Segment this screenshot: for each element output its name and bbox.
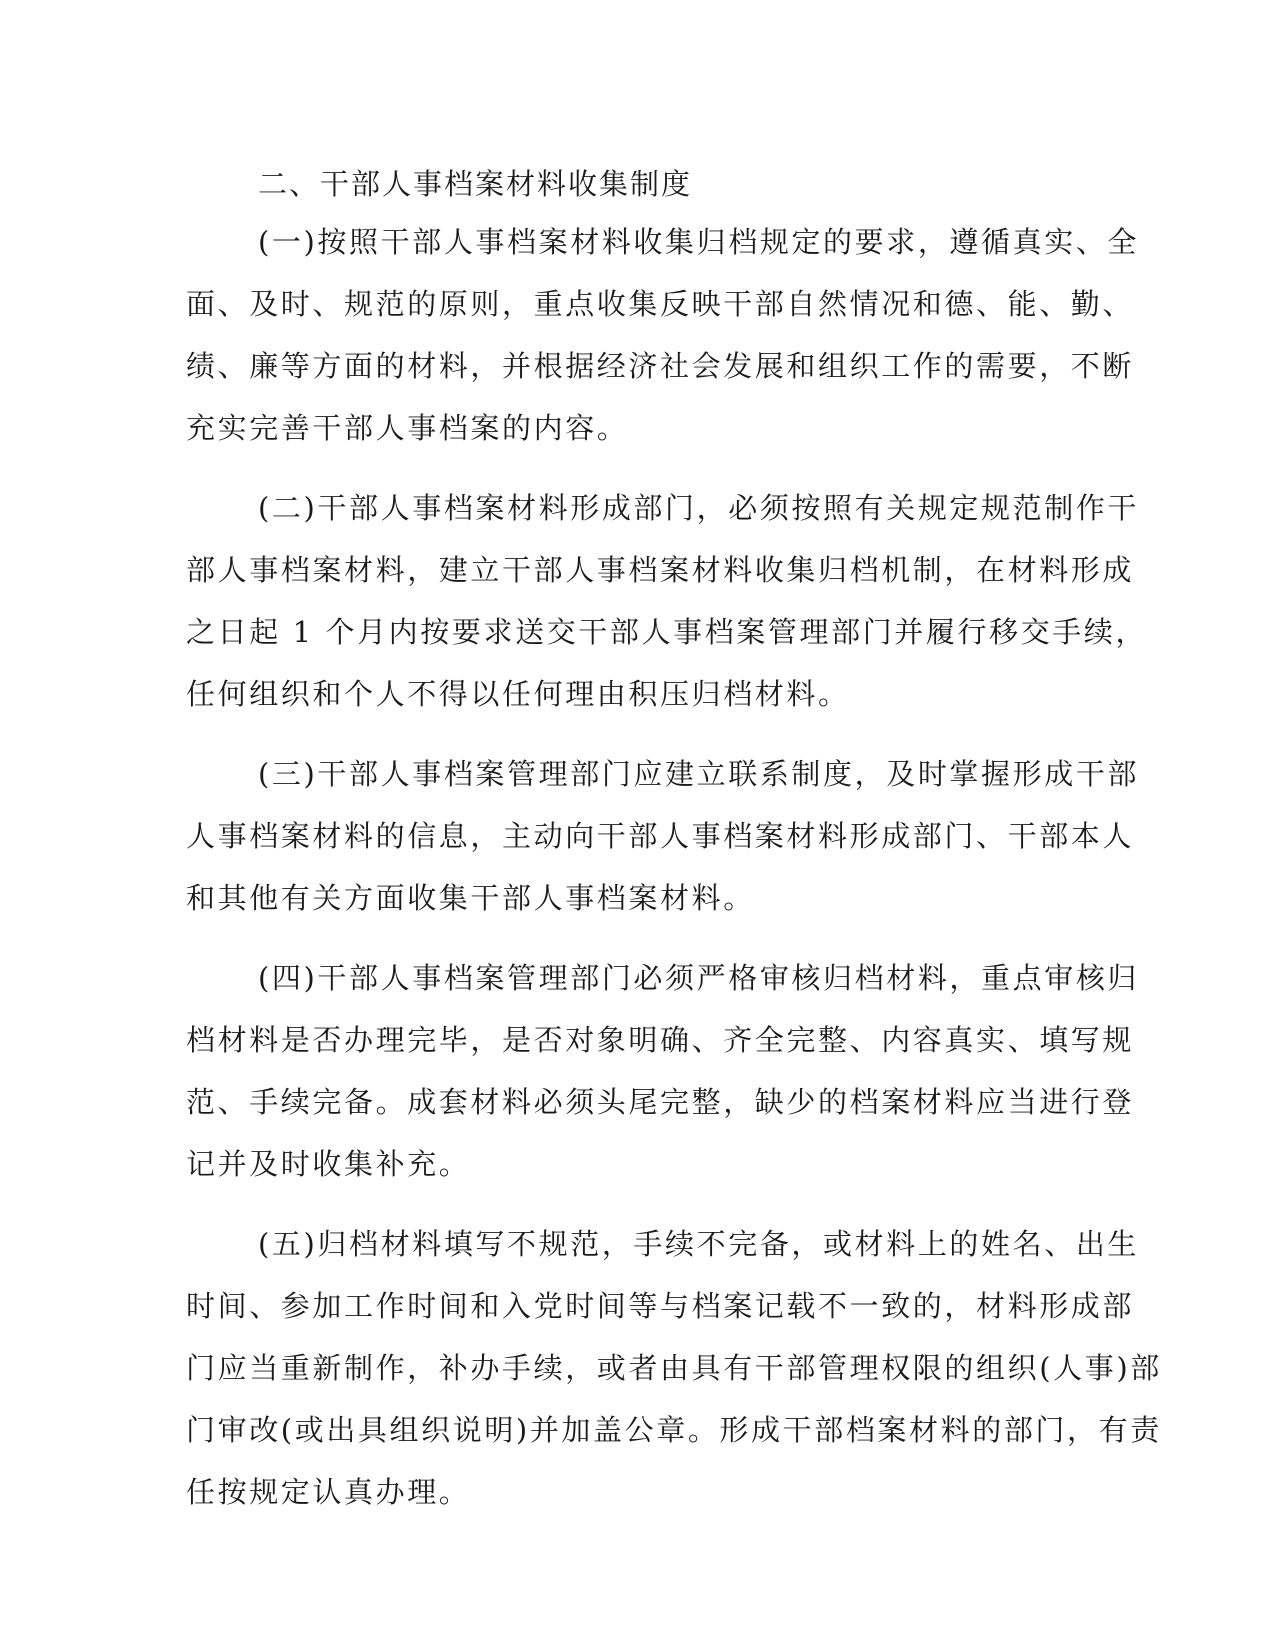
paragraph-line: (五)归档材料填写不规范，手续不完备，或材料上的姓名、出生 [258, 1227, 1140, 1261]
paragraph-3 [186, 754, 1140, 940]
paragraph-5 [186, 1224, 1162, 1534]
paragraph-line: (三)干部人事档案管理部门应建立联系制度，及时掌握形成干部 [258, 757, 1140, 791]
document-body [186, 164, 1162, 1534]
paragraph-line: (四)干部人事档案管理部门必须严格审核归档材料，重点审核归 [258, 961, 1140, 995]
paragraph-2 [186, 488, 1148, 736]
paragraph-line: 档材料是否办理完毕，是否对象明确、齐全完整、内容真实、填写规 [186, 1023, 1135, 1057]
paragraph-line: 充实完善干部人事档案的内容。 [186, 411, 629, 445]
paragraph-line: 和其他有关方面收集干部人事档案材料。 [186, 881, 755, 915]
paragraph-line: 门审改(或出具组织说明)并加盖公章。形成干部档案材料的部门，有责 [186, 1413, 1162, 1447]
paragraph-line: (一)按照干部人事档案材料收集归档规定的要求，遵循真实、全 [258, 225, 1140, 259]
paragraph-line: 人事档案材料的信息，主动向干部人事档案材料形成部门、干部本人 [186, 819, 1135, 853]
paragraph-line: 部人事档案材料，建立干部人事档案材料收集归档机制，在材料形成 [186, 553, 1135, 587]
paragraph-line: 时间、参加工作时间和入党时间等与档案记载不一致的，材料形成部 [186, 1289, 1135, 1323]
paragraph-line: 绩、廉等方面的材料，并根据经济社会发展和组织工作的需要，不断 [186, 349, 1135, 383]
paragraph-line: 记并及时收集补充。 [186, 1147, 471, 1181]
paragraph-line: 面、及时、规范的原则，重点收集反映干部自然情况和德、能、勤、 [186, 287, 1135, 321]
paragraph-line: 任何组织和个人不得以任何理由积压归档材料。 [186, 677, 850, 711]
section-heading: 二、干部人事档案材料收集制度 [258, 167, 693, 201]
paragraph-line: 门应当重新制作，补办手续，或者由具有干部管理权限的组织(人事)部 [186, 1351, 1162, 1385]
paragraph-line: 范、手续完备。成套材料必须头尾完整，缺少的档案材料应当进行登 [186, 1085, 1135, 1119]
paragraph-1 [186, 222, 1140, 470]
paragraph-line: 任按规定认真办理。 [186, 1475, 471, 1509]
paragraph-4 [186, 958, 1140, 1206]
paragraph-line: 之日起 1 个月内按要求送交干部人事档案管理部门并履行移交手续， [186, 615, 1148, 649]
paragraph-line: (二)干部人事档案材料形成部门，必须按照有关规定规范制作干 [258, 491, 1140, 525]
